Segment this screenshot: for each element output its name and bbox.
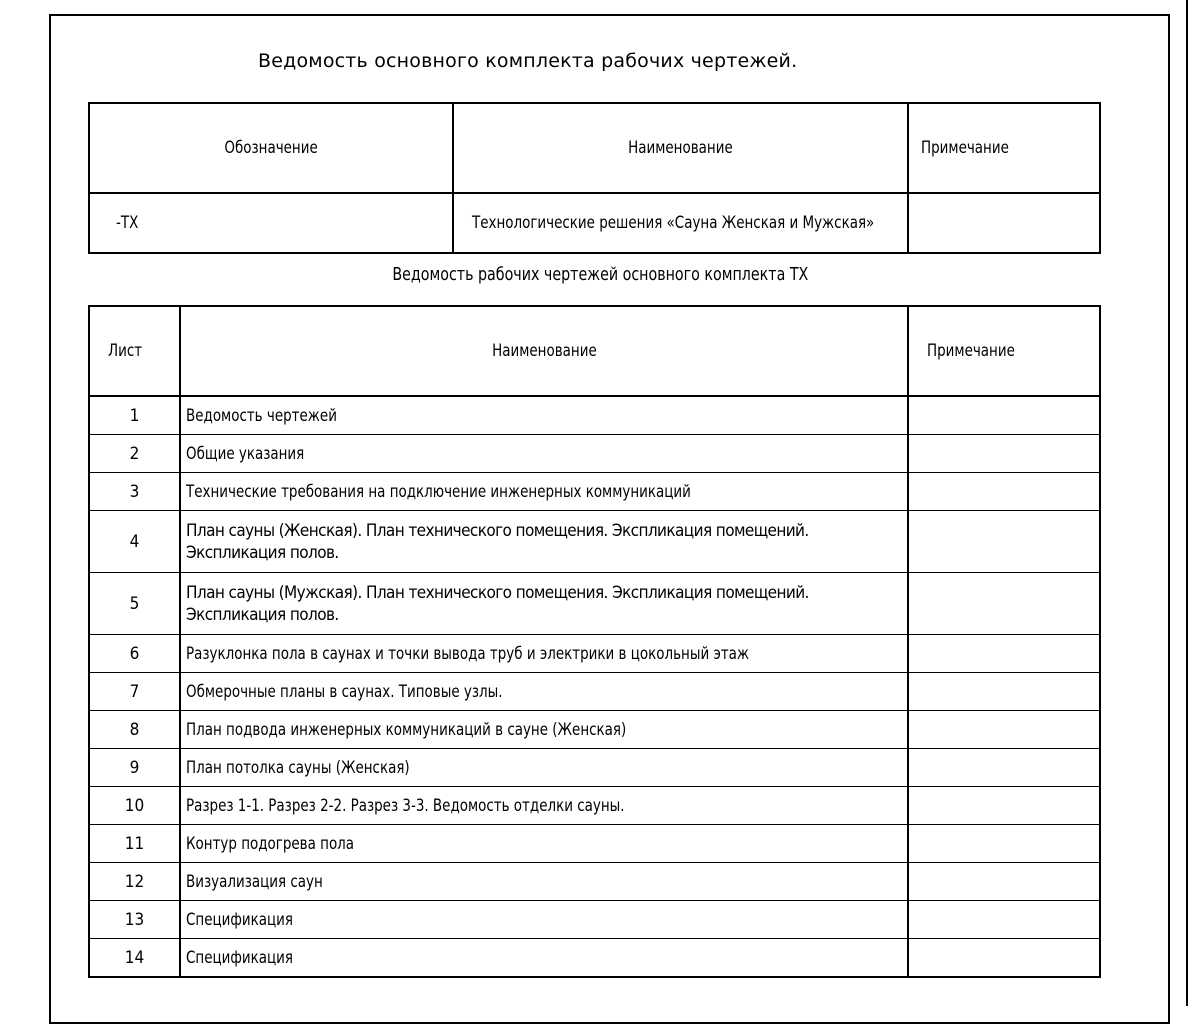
main-set-table <box>88 102 1101 254</box>
table-row <box>89 635 1100 673</box>
sheet-name: Общие указания <box>180 435 908 473</box>
table-row <box>89 863 1100 901</box>
table-row <box>89 901 1100 939</box>
sheet-name: Разрез 1-1. Разрез 2-2. Разрез 3-3. Ведомость отделки сауны. <box>180 787 908 825</box>
main-set-row <box>89 193 1100 253</box>
drawings-table <box>88 305 1101 978</box>
sheet-note <box>908 749 1100 787</box>
document-title: Ведомость основного комплекта рабочих чертежей. <box>258 50 798 72</box>
sheet-number: 10 <box>89 787 180 825</box>
header-note: Примечание <box>908 103 1100 193</box>
sheet-number: 13 <box>89 901 180 939</box>
sheet-note <box>908 711 1100 749</box>
table-row <box>89 825 1100 863</box>
sheet-number: 14 <box>89 939 180 978</box>
header-sheet: Лист <box>89 306 180 396</box>
sheet-number: 1 <box>89 396 180 435</box>
sheet-name: Спецификация <box>180 939 908 978</box>
sheet-name: Ведомость чертежей <box>180 396 908 435</box>
table-row <box>89 939 1100 978</box>
sheet-name: План потолка сауны (Женская) <box>180 749 908 787</box>
sheet-note <box>908 939 1100 978</box>
table-row <box>89 573 1100 635</box>
sheet-note <box>908 511 1100 573</box>
designation-cell: -ТХ <box>89 193 453 253</box>
sheet-note <box>908 396 1100 435</box>
sheet-number: 5 <box>89 573 180 635</box>
sheet-name: Визуализация саун <box>180 863 908 901</box>
sheet-number: 7 <box>89 673 180 711</box>
sheet-name: План подвода инженерных коммуникаций в сауне (Женская) <box>180 711 908 749</box>
sheet-number: 4 <box>89 511 180 573</box>
sheet-number: 11 <box>89 825 180 863</box>
note-cell <box>908 193 1100 253</box>
sheet-number: 2 <box>89 435 180 473</box>
sheet-note <box>908 473 1100 511</box>
sheet-note <box>908 825 1100 863</box>
sheet-note <box>908 787 1100 825</box>
sheet-name: Спецификация <box>180 901 908 939</box>
name-cell: Технологические решения «Сауна Женская и Мужская» <box>453 193 908 253</box>
sheet-name: Разуклонка пола в саунах и точки вывода труб и электрики в цокольный этаж <box>180 635 908 673</box>
header-designation: Обозначение <box>89 103 453 193</box>
header-name: Наименование <box>180 306 908 396</box>
main-set-header-row <box>89 103 1100 193</box>
table-row <box>89 435 1100 473</box>
sheet-name: План сауны (Мужская). План технического помещения. Экспликация помещений. Экспликация полов. <box>180 573 908 635</box>
sheet-note <box>908 635 1100 673</box>
table-row <box>89 787 1100 825</box>
header-note: Примечание <box>908 306 1100 396</box>
sheet-name: Обмерочные планы в саунах. Типовые узлы. <box>180 673 908 711</box>
sheet-edge-line <box>1186 0 1188 1006</box>
sheet-number: 8 <box>89 711 180 749</box>
sheet-name: Технические требования на подключение инженерных коммуникаций <box>180 473 908 511</box>
sheet-number: 6 <box>89 635 180 673</box>
table-row <box>89 473 1100 511</box>
sheet-name: План сауны (Женская). План технического помещения. Экспликация помещений. Экспликация полов. <box>180 511 908 573</box>
sheet-name: Контур подогрева пола <box>180 825 908 863</box>
sheet-number: 12 <box>89 863 180 901</box>
sheet-number: 3 <box>89 473 180 511</box>
table-row <box>89 396 1100 435</box>
sheet-note <box>908 435 1100 473</box>
sheet-note <box>908 673 1100 711</box>
drawings-header-row <box>89 306 1100 396</box>
drawings-subtitle: Ведомость рабочих чертежей основного комплекта ТХ <box>392 264 808 285</box>
table-row <box>89 511 1100 573</box>
sheet-note <box>908 863 1100 901</box>
table-row <box>89 749 1100 787</box>
header-name: Наименование <box>453 103 908 193</box>
table-row <box>89 673 1100 711</box>
sheet-note <box>908 901 1100 939</box>
sheet-note <box>908 573 1100 635</box>
table-row <box>89 711 1100 749</box>
sheet-number: 9 <box>89 749 180 787</box>
